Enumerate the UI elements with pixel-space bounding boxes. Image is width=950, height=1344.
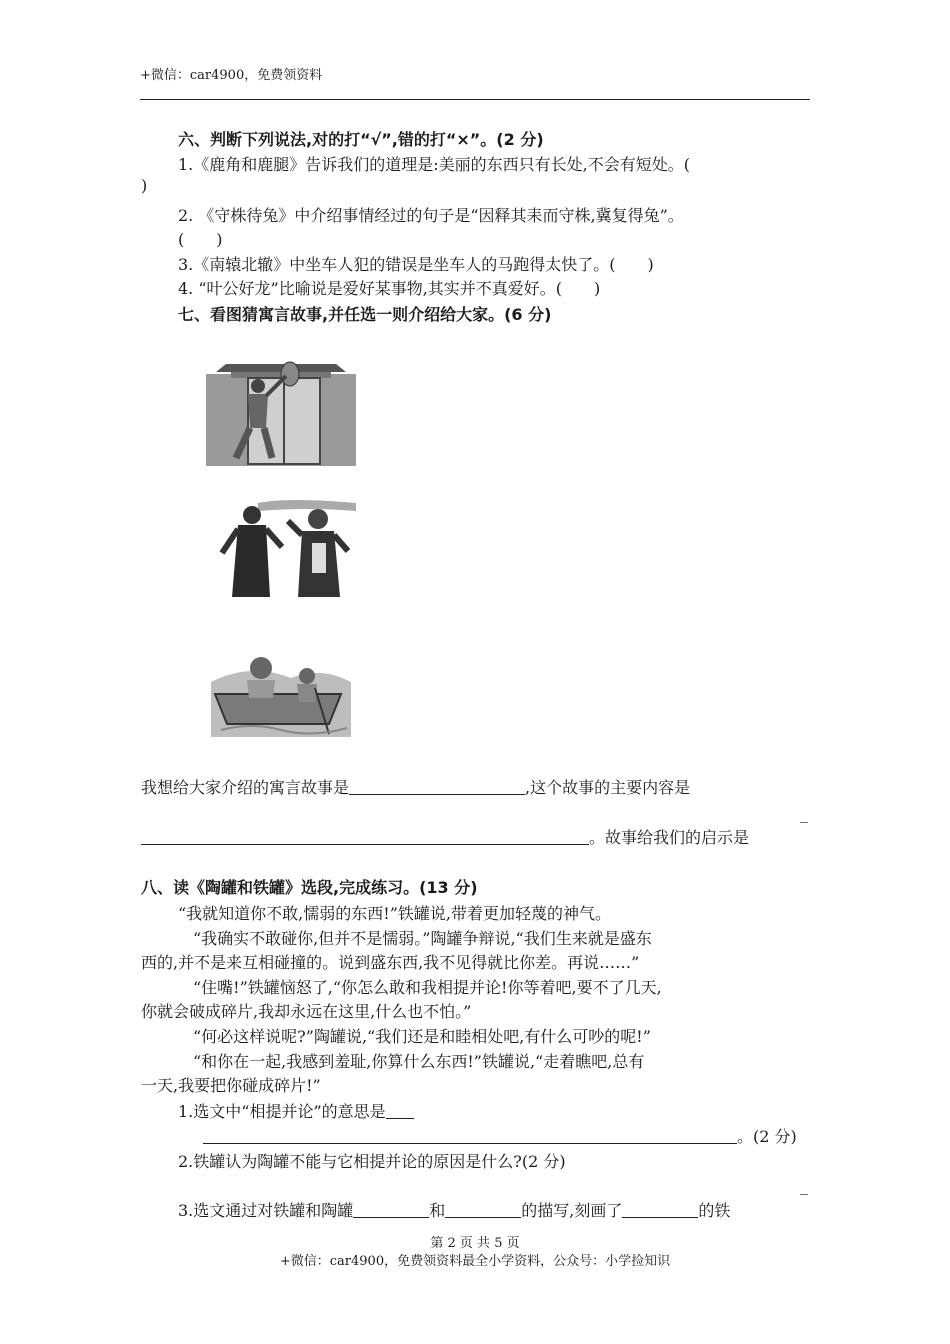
footer-note: +微信：car4900，免费领资料最全小学资料，公众号：小学捡知识 <box>279 1254 671 1269</box>
section8-q2: 2.铁罐认为陶罐不能与它相提并论的原因是什么?(2 分) <box>178 1152 566 1171</box>
passage-p2-line1: “我确实不敢碰你,但并不是懦弱。”陶罐争辩说,“我们生来就是盛东 <box>193 929 652 948</box>
q3-blank-1[interactable] <box>353 1201 429 1218</box>
passage-p5-line2: 一天,我要把你碰成碎片!” <box>141 1076 321 1095</box>
section8-title: 八、读《陶罐和铁罐》选段,完成练习。(13 分) <box>141 878 478 897</box>
section6-q4: 4. “叶公好龙”比喻说是爱好某事物,其实并不真爱好。( ) <box>178 279 601 298</box>
section6-q2-line2: ( ) <box>178 230 223 249</box>
section6-q1-line1: 1.《鹿角和鹿腿》告诉我们的道理是:美丽的东西只有长处,不会有短处。( <box>178 155 690 174</box>
answer-text-part2: ,这个故事的主要内容是 <box>525 778 691 797</box>
q1-answer-blank[interactable] <box>203 1127 737 1144</box>
section8-q3 <box>178 1198 730 1221</box>
story-name-blank[interactable] <box>349 778 525 795</box>
illustration-nan-yuan-bei-zhe <box>218 497 356 605</box>
section6-q1-line2: ) <box>141 176 148 195</box>
q1-label: 1.选文中“相提并论”的意思是 <box>178 1102 386 1121</box>
passage-p5-line1: “和你在一起,我感到羞耻,你算什么东西!”铁罐说,“走着瞧吧,总有 <box>193 1052 645 1071</box>
illustration-ke-zhou-qiu-jian <box>211 642 351 737</box>
passage-p3-line2: 你就会破成碎片,我却永远在这里,什么也不怕。” <box>141 1002 472 1021</box>
answer-text-part1: 我想给大家介绍的寓言故事是 <box>141 778 350 797</box>
q1-blank-start[interactable] <box>386 1102 414 1119</box>
passage-p1: “我就知道你不敢,懦弱的东西!”铁罐说,带着更加轻蔑的神气。 <box>178 904 611 923</box>
passage-p3-line1: “住嘴!”铁罐恼怒了,“你怎么敢和我相提并论!你等着吧,要不了几天, <box>193 978 662 997</box>
page-number: 第 2 页 共 5 页 <box>430 1236 520 1251</box>
q3-blank-3[interactable] <box>622 1201 698 1218</box>
section6-q2-line1: 2. 《守株待兔》中介绍事情经过的句子是“因释其耒而守株,冀复得兔”。 <box>178 206 684 225</box>
main-content-blank[interactable] <box>141 828 589 845</box>
illustration-ye-gong-hao-long <box>206 346 356 466</box>
header-note: +微信：car4900，免费领资料 <box>140 68 323 83</box>
stray-mark-2: _ <box>800 1176 808 1195</box>
section7-answer-line2 <box>141 825 749 848</box>
q3-part4: 的铁 <box>698 1201 731 1220</box>
answer-text-part3: 。故事给我们的启示是 <box>589 828 750 847</box>
q3-part3: 的描写,刻画了 <box>521 1201 623 1220</box>
passage-p4: “何必这样说呢?”陶罐说,“我们还是和睦相处吧,有什么可吵的呢!” <box>193 1027 651 1046</box>
section6-title: 六、判断下列说法,对的打“√”,错的打“×”。(2 分) <box>178 130 544 149</box>
stray-mark-1: _ <box>800 804 808 823</box>
section7-title: 七、看图猜寓言故事,并任选一则介绍给大家。(6 分) <box>178 305 552 324</box>
section7-answer-line1 <box>141 775 690 798</box>
q3-part2: 和 <box>429 1201 446 1220</box>
header-divider <box>140 99 810 100</box>
q1-score: 。(2 分) <box>737 1127 797 1146</box>
q3-blank-2[interactable] <box>445 1201 521 1218</box>
section8-q1-line2 <box>203 1124 797 1147</box>
passage-p2-line2: 西的,并不是来互相碰撞的。说到盛东西,我不见得就比你差。再说……” <box>141 953 640 972</box>
q3-part1: 3.选文通过对铁罐和陶罐 <box>178 1201 354 1220</box>
section8-q1 <box>178 1099 414 1122</box>
section6-q3: 3.《南辕北辙》中坐车人犯的错误是坐车人的马跑得太快了。( ) <box>178 255 654 274</box>
